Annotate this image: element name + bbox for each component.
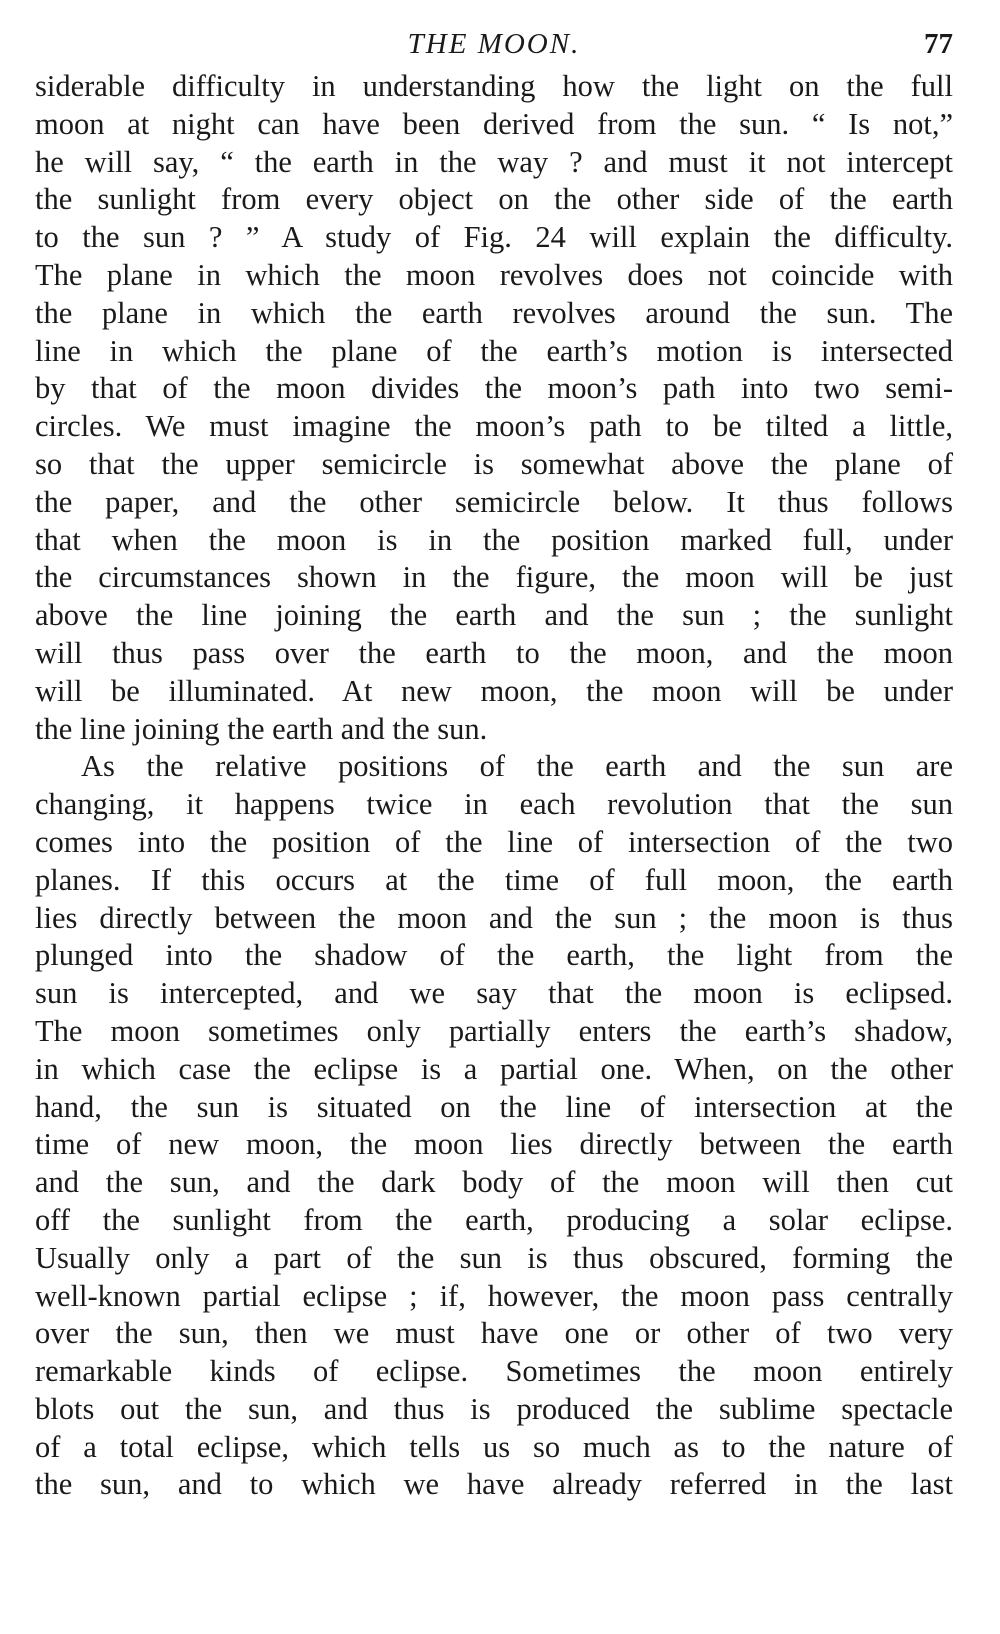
book-page bbox=[35, 22, 953, 1504]
text-line: above the line joining the earth and the sun ; the sunlight bbox=[35, 598, 953, 633]
text-line: circles. We must imagine the moon’s path to be tilted a little, bbox=[35, 409, 953, 444]
text-line: will thus pass over the earth to the moon, and the moon bbox=[35, 635, 953, 670]
page-number: 77 bbox=[924, 28, 953, 60]
text-line: the paper, and the other semicircle below. It thus follows bbox=[35, 484, 953, 519]
text-line: the plane in which the earth revolves around the sun. The bbox=[35, 295, 953, 330]
text-line: plunged into the shadow of the earth, the light from the bbox=[35, 938, 953, 973]
text-line: moon at night can have been derived from the sun. “ Is not,” bbox=[35, 106, 953, 141]
text-line: well-known partial eclipse ; if, however, the moon pass centrally bbox=[35, 1278, 953, 1313]
text-line: of a total eclipse, which tells us so much as to the nature of bbox=[35, 1429, 953, 1464]
text-line: in which case the eclipse is a partial one. When, on the other bbox=[35, 1051, 953, 1086]
text-line: sun is intercepted, and we say that the moon is eclipsed. bbox=[35, 976, 953, 1011]
text-line: lies directly between the moon and the sun ; the moon is thus bbox=[35, 900, 953, 935]
text-line: comes into the position of the line of intersection of the two bbox=[35, 824, 953, 859]
text-line: As the relative positions of the earth and the sun are bbox=[81, 749, 953, 784]
paragraph bbox=[35, 748, 953, 1504]
text-line: line in which the plane of the earth’s motion is intersected bbox=[35, 333, 953, 368]
running-head bbox=[35, 22, 953, 68]
text-line: by that of the moon divides the moon’s path into two semi- bbox=[35, 371, 953, 406]
text-line: Usually only a part of the sun is thus obscured, forming the bbox=[35, 1240, 953, 1275]
text-line: The plane in which the moon revolves does not coincide with bbox=[35, 257, 953, 292]
text-line: so that the upper semicircle is somewhat above the plane of bbox=[35, 446, 953, 481]
text-line: off the sunlight from the earth, producing a solar eclipse. bbox=[35, 1202, 953, 1237]
text-line: planes. If this occurs at the time of full moon, the earth bbox=[35, 862, 953, 897]
body-text bbox=[35, 68, 953, 1504]
text-line: blots out the sun, and thus is produced the sublime spectacle bbox=[35, 1391, 953, 1426]
text-line: and the sun, and the dark body of the moon will then cut bbox=[35, 1165, 953, 1200]
text-line: the sun, and to which we have already referred in the last bbox=[35, 1467, 953, 1502]
text-line: that when the moon is in the position marked full, under bbox=[35, 522, 953, 557]
text-line: the line joining the earth and the sun. bbox=[35, 711, 488, 746]
running-title: THE MOON. bbox=[407, 28, 581, 60]
paragraph bbox=[35, 68, 953, 748]
text-line: changing, it happens twice in each revolution that the sun bbox=[35, 787, 953, 822]
text-line: will be illuminated. At new moon, the moon will be under bbox=[35, 673, 953, 708]
text-line: siderable difficulty in understanding how the light on the full bbox=[35, 69, 953, 103]
text-line: to the sun ? ” A study of Fig. 24 will explain the difficulty. bbox=[35, 220, 953, 255]
text-line: The moon sometimes only partially enters the earth’s shadow, bbox=[35, 1013, 953, 1048]
text-line: remarkable kinds of eclipse. Sometimes the moon entirely bbox=[35, 1354, 953, 1389]
text-line: the sunlight from every object on the other side of the earth bbox=[35, 182, 953, 217]
text-line: he will say, “ the earth in the way ? and must it not intercept bbox=[35, 144, 953, 179]
text-line: hand, the sun is situated on the line of intersection at the bbox=[35, 1089, 953, 1124]
text-line: time of new moon, the moon lies directly between the earth bbox=[35, 1127, 953, 1162]
text-line: the circumstances shown in the figure, the moon will be just bbox=[35, 560, 953, 595]
text-line: over the sun, then we must have one or other of two very bbox=[35, 1316, 953, 1351]
